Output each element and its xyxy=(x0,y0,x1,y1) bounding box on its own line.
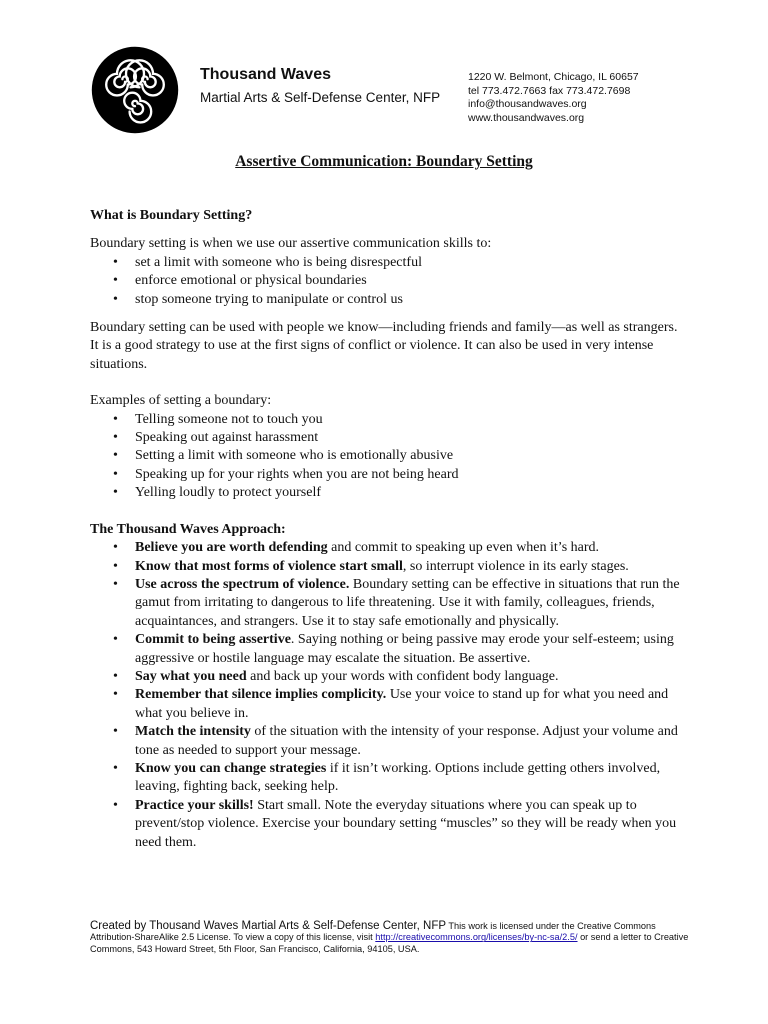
list-item: • Speaking out against harassment xyxy=(90,429,680,447)
list-item-text: if it isn’t working. Options include getting others involved, leaving, fighting back, seeking help. xyxy=(135,760,661,795)
list-item-text: Use your voice to stand up for what you need and what you believe in. xyxy=(135,687,669,721)
email[interactable]: info@thousandwaves.org xyxy=(468,98,587,110)
boundary-paragraph: Boundary setting can be used with people we know—including friends and family—as well as strangers. It is a good strategy to use at the first signs of conflict or violence. It can also be used in very intense situations. xyxy=(90,320,678,372)
list-item-text: of the situation with the intensity of your response. Adjust your volume and tone as needed to support your message. xyxy=(135,724,678,758)
footer-created-by: Created by Thousand Waves Martial Arts & Self-Defense Center, NFP xyxy=(90,920,447,932)
list-item-bold: Practice your skills! xyxy=(135,797,254,813)
list-item: • set a limit with someone who is being disrespectful xyxy=(90,254,680,272)
section-heading-approach: The Thousand Waves Approach: xyxy=(90,521,286,537)
license-link[interactable]: http://creativecommons.org/licenses/by-nc-sa/2.5/ xyxy=(375,932,578,943)
list-item-text: and back up your words with confident body language. xyxy=(246,668,559,684)
address: 1220 W. Belmont, Chicago, IL 60657 xyxy=(468,71,639,83)
list-item xyxy=(90,576,680,631)
footer-license xyxy=(90,921,690,955)
list-item: • Yelling loudly to protect yourself xyxy=(90,484,680,502)
list-item-bold: Say what you need xyxy=(135,668,247,684)
list-item-bold: Know you can change strategies xyxy=(135,760,327,776)
list-item-text: Start small. Note the everyday situations where you can speak up to prevent/stop violence. Exercise your boundary setting “muscles” so they will be ready when you need them. xyxy=(135,797,677,850)
list-item-text: , so interrupt violence in its early stages. xyxy=(402,558,629,574)
website[interactable]: www.thousandwaves.org xyxy=(468,111,585,124)
list-item-text: Boundary setting can be effective in situations that run the gamut from irritating to dangerous to life threatening. Use it with family, colleagues, friends, acquaintances, and strangers. Use it to stay safe emotionally and physically. xyxy=(135,576,680,629)
list-item-bold: Commit to being assertive xyxy=(135,632,291,648)
list-item xyxy=(90,760,680,797)
approach-list xyxy=(90,539,680,852)
list-item xyxy=(90,539,680,557)
list-item xyxy=(90,797,680,852)
list-item-bold: Remember that silence implies complicity. xyxy=(135,687,387,703)
list-item: • stop someone trying to manipulate or control us xyxy=(90,291,680,309)
list-item xyxy=(90,723,680,760)
list-item xyxy=(90,686,680,723)
phone-fax: tel 773.472.7663 fax 773.472.7698 xyxy=(468,84,631,97)
document-body xyxy=(90,207,680,852)
section-intro: Boundary setting is when we use our assertive communication skills to: xyxy=(90,236,492,252)
list-item: • enforce emotional or physical boundaries xyxy=(90,272,680,290)
list-item: • Telling someone not to touch you xyxy=(90,411,680,429)
footer-license-text: This work is licensed under the Creative Commons Attribution-ShareAlike 2.5 License. To view a copy of this license, visit xyxy=(90,921,656,943)
list-item xyxy=(90,631,680,668)
examples-intro: Examples of setting a boundary: xyxy=(90,393,272,409)
org-subtitle: Martial Arts & Self-Defense Center, NFP xyxy=(200,90,441,105)
list-item-bold: Use across the spectrum of violence. xyxy=(135,576,350,592)
list-item-bold: Know that most forms of violence start small xyxy=(135,558,403,574)
section-heading-boundary-setting: What is Boundary Setting? xyxy=(90,208,253,223)
list-item xyxy=(90,668,680,686)
list-item xyxy=(90,558,680,576)
document-title: Assertive Communication: Boundary Setting xyxy=(235,153,533,170)
list-item: • Speaking up for your rights when you are not being heard xyxy=(90,466,680,484)
boundary-purpose-list xyxy=(90,254,680,309)
examples-list xyxy=(90,411,680,503)
footer-license-tail: or send a letter to Creative Commons, 543 Howard Street, 5th Floor, San Francisco, California, 94105, USA. xyxy=(90,932,689,954)
contact-block xyxy=(468,71,639,125)
thousand-waves-logo xyxy=(90,45,180,135)
list-item-text: . Saying nothing or being passive may erode your self-esteem; using aggressive or hostile language may escalate the situation. Be assertive. xyxy=(135,632,674,666)
list-item-bold: Match the intensity xyxy=(135,724,251,740)
list-item-bold: Believe you are worth defending xyxy=(135,540,328,556)
list-item: • Setting a limit with someone who is emotionally abusive xyxy=(90,447,680,465)
org-name: Thousand Waves xyxy=(200,66,331,83)
list-item-text: and commit to speaking up even when it’s hard. xyxy=(327,540,600,556)
